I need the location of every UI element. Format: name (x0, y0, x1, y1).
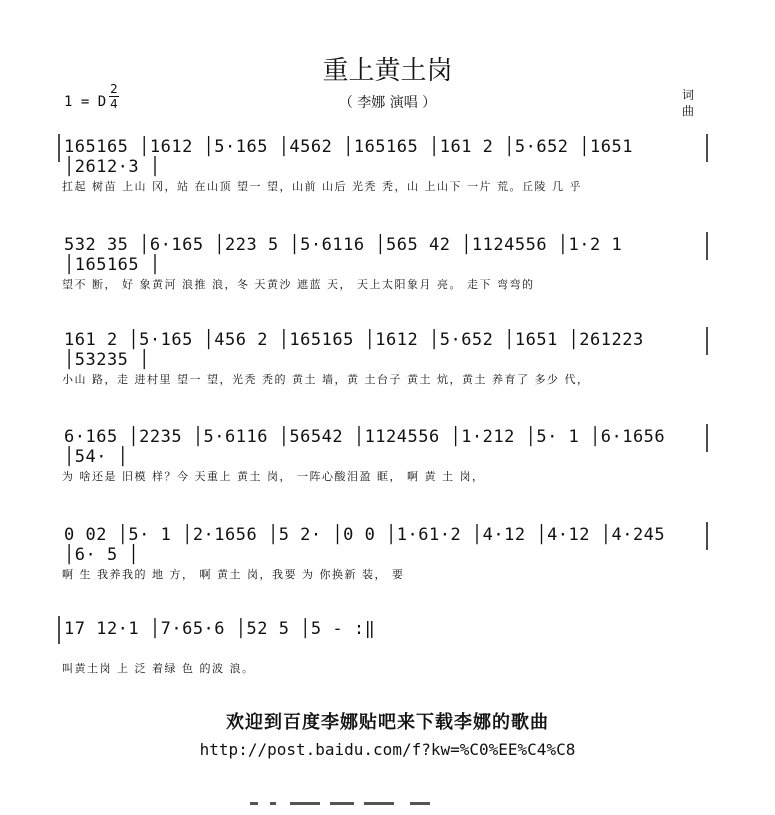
notation-line: 6·165 │2235 │5·6116 │56542 │1124556 │1·212 │5· 1 │6·1656 │54· │ (64, 427, 666, 467)
time-signature-bottom: 4 (110, 97, 118, 111)
lyrics-line: 扛起 树苗 上山 冈，站 在山顶 望一 望，山前 山后 光秃 秃，山 上山下 一片 荒。丘陵 几 乎 (62, 180, 582, 193)
notation-line: 532 35 │6·165 │223 5 │5·6116 │565 42 │1124556 │1·2 1 │165165 │ (64, 235, 623, 275)
key-signature: 1 = D (64, 94, 107, 110)
time-signature-top: 2 (110, 82, 118, 96)
lyrics-line: 叫黄土岗 上 泛 着绿 色 的波 浪。 (62, 662, 255, 675)
time-signature (107, 82, 121, 111)
lyrics-credit: 词 (682, 88, 695, 102)
lyrics-line: 为 啥还是 旧模 样？今 天重上 黄土 岗， 一阵心酸泪盈 眶， 啊 黄 土 岗， (62, 470, 485, 483)
lyrics-line: 啊 生 我养我的 地 方， 啊 黄土 岗，我要 为 你换新 装， 要 (62, 568, 405, 581)
notation-line: 17 12·1 │7·65·6 │52 5 │5 - :‖ (64, 619, 376, 639)
lyrics-line: 望不 断， 好 象黄河 浪推 浪，冬 天黄沙 遮蓝 天， 天上太阳象月 亮。 走下 弯弯的 (62, 278, 535, 291)
notation-line: 0 02 │5· 1 │2·1656 │5 2· │0 0 │1·61·2 │4·12 │4·12 │4·245 │6· 5 │ (64, 525, 666, 565)
notation-line: 161 2 │5·165 │456 2 │165165 │1612 │5·652 │1651 │261223 │53235 │ (64, 330, 644, 370)
song-title: 重上黄土岗 (322, 56, 453, 86)
music-credit: 曲 (682, 104, 695, 118)
download-notice: 欢迎到百度李娜贴吧来下载李娜的歌曲 (226, 712, 549, 733)
singer-credit: （ 李娜 演唱 ） (338, 95, 437, 111)
notation-line: 165165 │1612 │5·165 │4562 │165165 │161 2 │5·652 │1651 │2612·3 │ (64, 137, 633, 177)
cropped-footer-text (250, 780, 450, 810)
lyrics-line: 小山 路，走 进村里 望一 望，光秃 秃的 黄土 墙，黄 土台子 黄土 炕，黄土 养育了 多少 代， (62, 373, 590, 386)
download-url-link[interactable]: http://post.baidu.com/f?kw=%C0%EE%C4%C8 (199, 740, 576, 759)
